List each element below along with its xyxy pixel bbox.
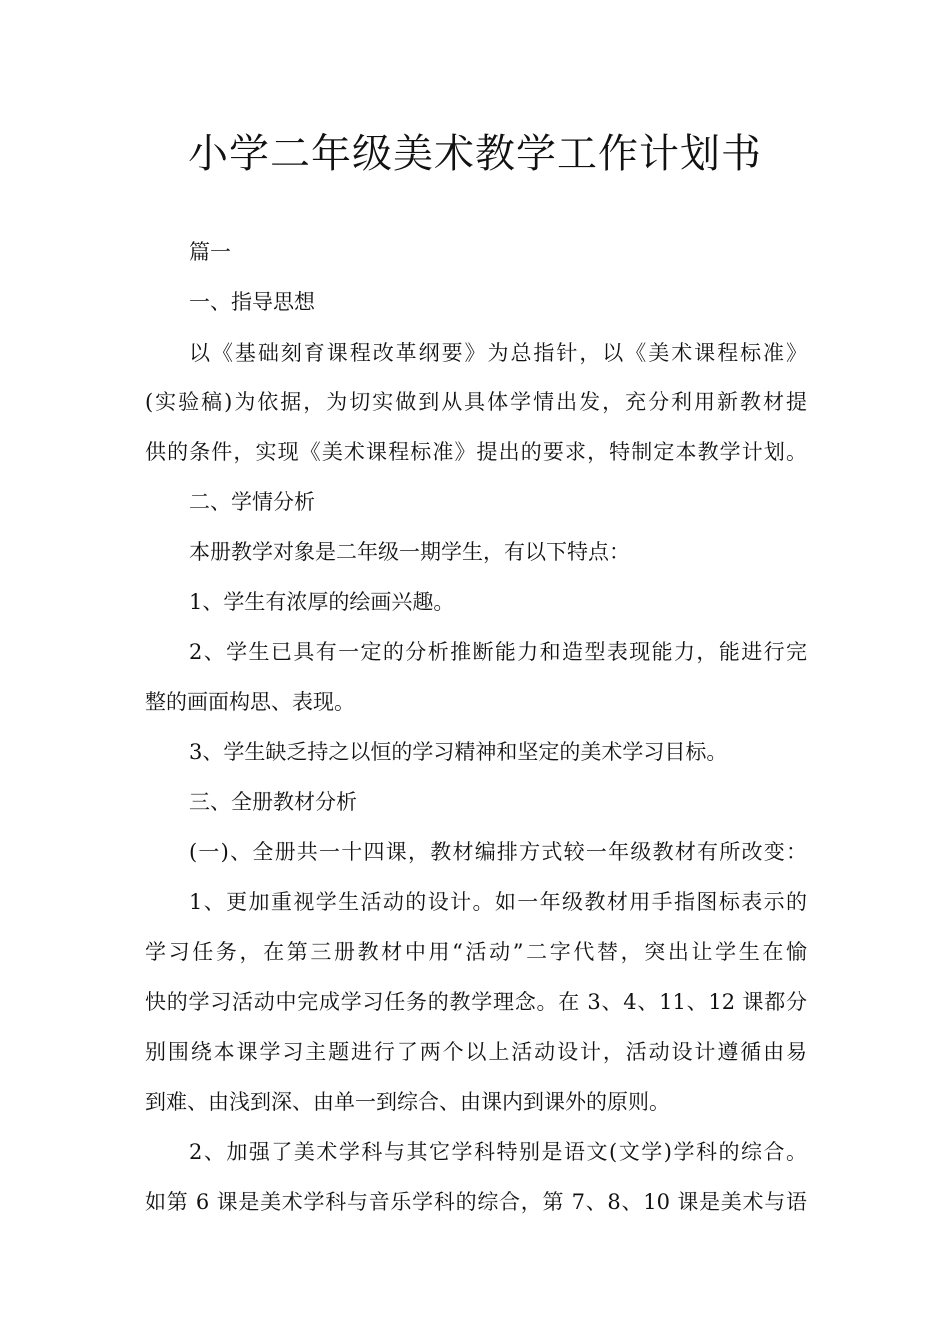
paragraph-line: 以《基础刻育课程改革纲要》为总指针，以《美术课程标准》: [189, 341, 807, 365]
paragraph-line: 别围绕本课学习主题进行了两个以上活动设计，活动设计遵循由易: [145, 1040, 807, 1064]
list-item: 1、学生有浓厚的绘画兴趣。: [189, 590, 455, 614]
paragraph-line: 到难、由浅到深、由单一到综合、由课内到课外的原则。: [145, 1090, 670, 1114]
paragraph-line: (一)、全册共一十四课，教材编排方式较一年级教材有所改变：: [189, 840, 807, 864]
section-heading: 一、指导思想: [189, 290, 315, 314]
list-item: 3、学生缺乏持之以恒的学习精神和坚定的美术学习目标。: [189, 740, 728, 764]
section-label: 篇一: [189, 240, 231, 264]
paragraph-line: 快的学习活动中完成学习任务的教学理念。在 3、4、11、12 课都分: [145, 990, 807, 1014]
section-heading: 三、全册教材分析: [189, 790, 357, 814]
list-item: 2、加强了美术学科与其它学科特别是语文(文学)学科的综合。: [189, 1140, 807, 1164]
paragraph-line: (实验稿)为依据，为切实做到从具体学情出发，充分利用新教材提: [145, 390, 807, 414]
list-item: 1、更加重视学生活动的设计。如一年级教材用手指图标表示的: [189, 890, 807, 914]
paragraph-line: 本册教学对象是二年级一期学生，有以下特点：: [189, 540, 630, 564]
document-title: 小学二年级美术教学工作计划书: [188, 131, 762, 177]
list-item: 2、学生已具有一定的分析推断能力和造型表现能力，能进行完: [189, 640, 807, 664]
section-heading: 二、学情分析: [189, 490, 315, 514]
paragraph-line: 如第 6 课是美术学科与音乐学科的综合，第 7、8、10 课是美术与语: [145, 1190, 807, 1214]
paragraph-line: 供的条件，实现《美术课程标准》提出的要求，特制定本教学计划。: [145, 440, 807, 464]
paragraph-line: 学习任务，在第三册教材中用“活动”二字代替，突出让学生在愉: [145, 940, 807, 964]
paragraph-line: 整的画面构思、表现。: [145, 690, 355, 714]
